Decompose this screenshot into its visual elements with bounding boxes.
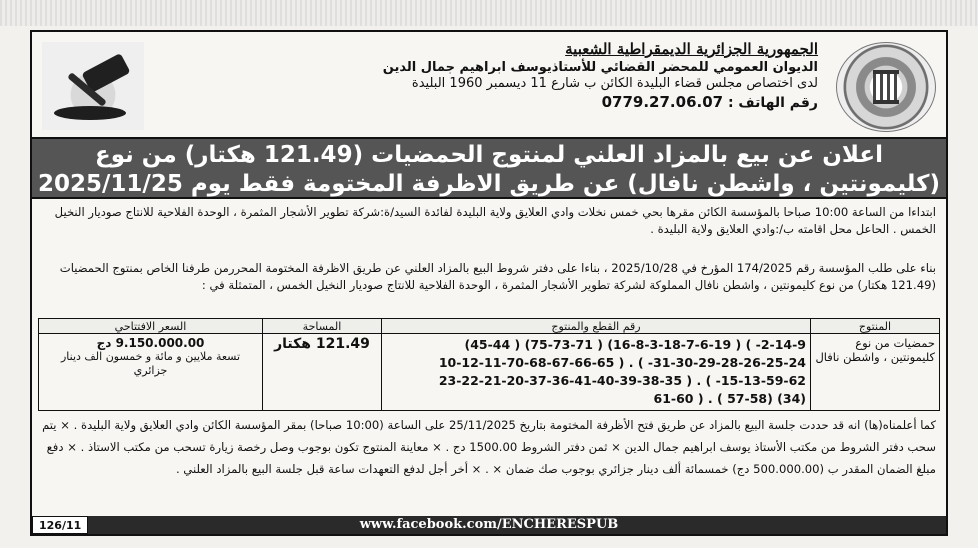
paragraph-conditions: كما أعلمناه(ها) انه قد حددت جلسة البيع بالمزاد عن طريق فتح الأظرفة المختومة بتاريخ 25/11/2025 على الساعة (10:00 صباحا) بمقر المؤسسة الكائن وادي العلايق ولاية البليدة . × يتم سحب دفتر الشروط من مكتب الأستاذ يوسف ابراهيم جمال الدين × ثمن دفتر الشروط 1500.00 دج . × معاينة المنتوج تكون بوجوب وصل رخصة زيارة تسحب من مكتب الاستاذ . × دفع مبلغ الضمان المقدر ب (500.000.00 دج) خمسمائة ألف دينار جزائري بوجوب صك ضمان × . × أخر أجل لدفع التعهدات ساعة قبل جلسة البيع بالمزاد العلني . (42, 418, 936, 476)
lots-line: (34) (57-58 ) . ( 61-60 (653, 391, 806, 406)
header (32, 32, 946, 137)
paragraph-request: بناء على طلب المؤسسة رقم 174/2025 المؤرخ في 2025/10/28 ، بناءا على دفتر شروط البيع بالمزاد العلني عن طريق الاظرفة المختومة المحررمن طرفنا الخاص بمنتوج الحمضيات (121.49 هكتار) من نوع كليمونتين ، واشطن نافال المملوكة لشركة تطوير الأشجار المثمرة ، الوحدة الفلاحية للانتاج صوديار النخيل الخمس ، المتمثلة في : (59, 261, 936, 292)
phone-line (258, 93, 818, 113)
lots-cell (382, 334, 811, 411)
price-cell (39, 334, 263, 411)
headline-banner (32, 137, 946, 199)
price-value: 9.150.000.00 دج (96, 336, 205, 350)
gavel-icon (42, 42, 144, 130)
ad-code: 126/11 (32, 516, 88, 534)
area-cell: 121.49 هكتار (263, 334, 382, 411)
announcement-frame (30, 30, 948, 536)
lots-line: 31-30-29-28-26-25-24- ) . ( 10-12-11-70-68-67-66-65 (438, 355, 806, 370)
lots-line: 2-14-9- ) ( 16-8-3-18-7-6-19) ( 75-73-71) ( 45-44) (464, 337, 806, 352)
scan-noise (0, 0, 978, 26)
product-cell: حمضيات من نوع كليمونتين ، واشطن نافال (811, 334, 940, 411)
office-address: لدى اختصاص مجلس قضاء البليدة الكائن ب شارع 11 ديسمبر 1960 البليدة (411, 76, 818, 92)
phone-label: رقم الهاتف : (727, 95, 818, 112)
republic-title: الجمهورية الجزائرية الديمقراطية الشعبية (565, 40, 818, 58)
table-header-row (39, 319, 940, 334)
table-row (39, 334, 940, 411)
price-words: تسعة ملايين و مائة و خمسون الف دينار جزائري (60, 350, 241, 377)
headline-line-2: (كليمونتين ، واشطن نافال) عن طريق الاظرفة المختومة فقط يوم 2025/11/25 (38, 171, 940, 197)
footer-url[interactable]: www.facebook.com/ENCHERESPUB (359, 517, 619, 532)
footer-bar (32, 516, 946, 534)
header-price: السعر الافتتاحي (39, 319, 263, 334)
bailiff-emblem-icon (836, 42, 936, 132)
header-lots: رقم القطع والمنتوج (382, 319, 811, 334)
header-area: المساحة (263, 319, 382, 334)
headline-line-1: اعلان عن بيع بالمزاد العلني لمنتوج الحمضيات (121.49 هكتار) من نوع (94, 142, 883, 168)
phone-number: 0779.27.06.07 (601, 93, 724, 112)
office-title: الديوان العمومي للمحضر القضائي للأستاذيوسف ابراهيم جمال الدين (382, 59, 818, 75)
header-text (258, 40, 818, 113)
lots-table (38, 318, 940, 411)
lots-line: 15-13-59-62- ) . ( 23-22-21-20-37-36-41-40-39-38-35 (438, 373, 806, 388)
paragraph-intro: ابتداءا من الساعة 10:00 صباحا بالمؤسسة الكائن مقرها بحي خمس نخلات وادي العلايق ولاية البليدة لفائدة السيد/ة:شركة تطوير الأشجار المثمرة ، الوحدة الفلاحية للانتاج صوديار النخيل الخمس . الحاعل محل اقامته ب/:وادي العلايق ولاية البليدة . (54, 205, 936, 236)
header-product: المنتوج (811, 319, 940, 334)
